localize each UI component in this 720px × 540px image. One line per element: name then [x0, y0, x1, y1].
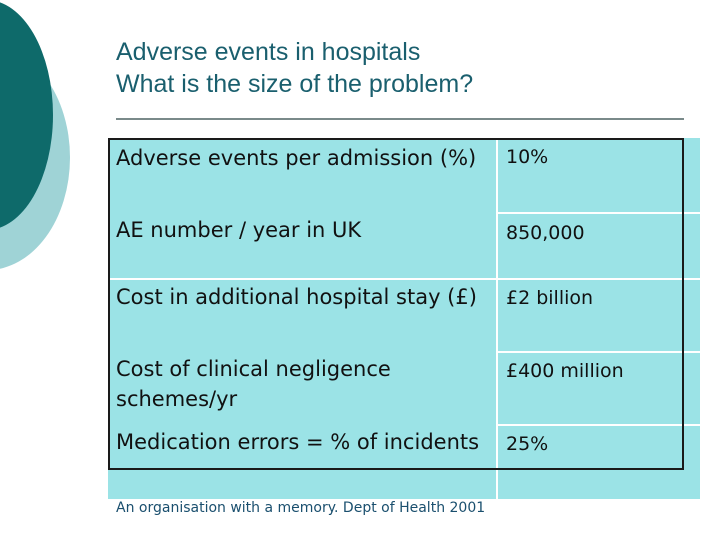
title-divider: [116, 118, 684, 120]
table-row: [108, 425, 700, 499]
row-value: 850,000: [497, 213, 700, 279]
table-row: [108, 213, 700, 279]
row-value: 25%: [497, 425, 700, 499]
table-row: [108, 352, 700, 425]
row-value: 10%: [497, 138, 700, 213]
row-label: Adverse events per admission (%): [108, 138, 497, 213]
table-row: [108, 279, 700, 352]
row-label: Cost in additional hospital stay (£): [108, 279, 497, 352]
row-label: Cost of clinical negligence schemes/yr: [108, 352, 497, 425]
row-label: Medication errors = % of incidents: [108, 425, 497, 499]
title-line-1: Adverse events in hospitals: [116, 38, 421, 66]
source-citation: An organisation with a memory. Dept of Health 2001: [116, 500, 486, 516]
title-line-2: What is the size of the problem?: [116, 70, 474, 98]
table-row: [108, 138, 700, 213]
statistics-table: [108, 138, 700, 499]
row-value: £2 billion: [497, 279, 700, 352]
row-value: £400 million: [497, 352, 700, 425]
slide-title: [116, 36, 676, 100]
row-label: AE number / year in UK: [108, 213, 497, 279]
